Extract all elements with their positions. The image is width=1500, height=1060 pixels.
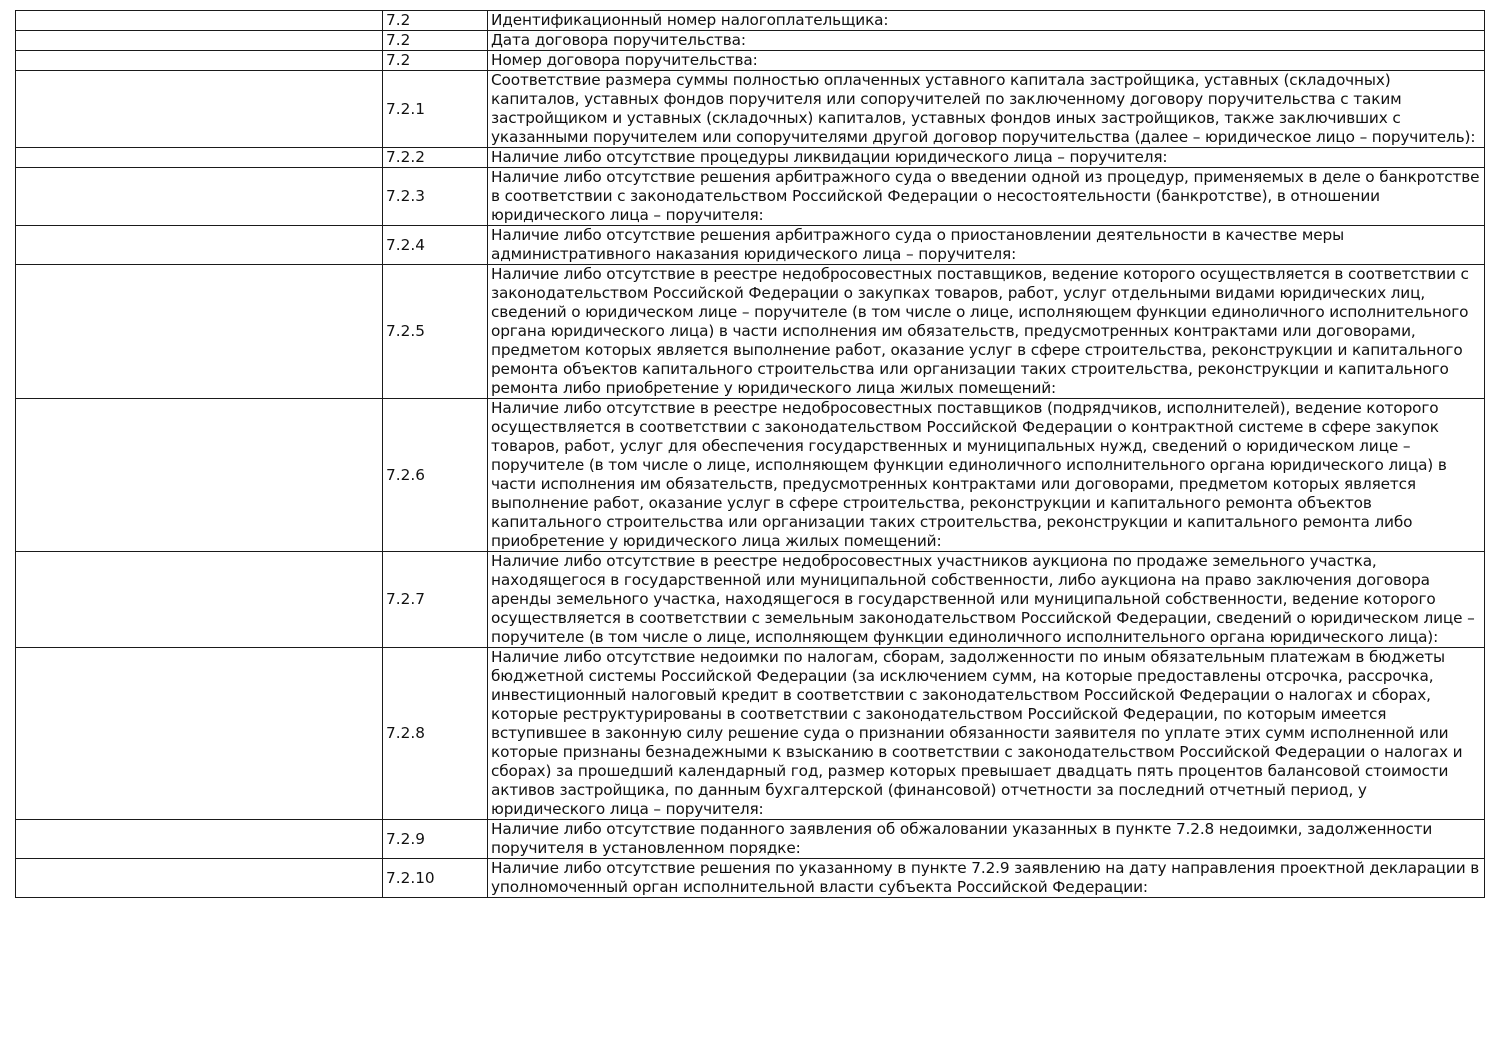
declaration-table bbox=[15, 10, 1485, 898]
item-text: Дата договора поручительства: bbox=[488, 31, 1485, 51]
item-number: 7.2.1 bbox=[383, 71, 488, 148]
table-row bbox=[16, 226, 1485, 265]
item-number: 7.2.5 bbox=[383, 265, 488, 399]
table-row bbox=[16, 552, 1485, 648]
blank-cell bbox=[16, 168, 383, 226]
blank-cell bbox=[16, 51, 383, 71]
table-row bbox=[16, 51, 1485, 71]
item-text: Наличие либо отсутствие в реестре недобросовестных поставщиков, ведение которого осуществляется в соответствии с законодательством Российской Федерации о закупках товаров, работ, услуг отдельными видами юридических лиц, сведений о юридическом лице – поручителе (в том числе о лице, исполняющем функции единоличного исполнительного органа юридического лица) в части исполнения им обязательств, предусмотренных контрактами или договорами, предметом которых является выполнение работ, оказание услуг в сфере строительства, реконструкции и капитального ремонта объектов капитального строительства или организации таких строительства, реконструкции и капитального ремонта либо приобретение у юридического лица жилых помещений: bbox=[488, 265, 1485, 399]
item-number: 7.2 bbox=[383, 11, 488, 31]
item-text: Наличие либо отсутствие в реестре недобросовестных поставщиков (подрядчиков, исполнителей), ведение которого осуществляется в соответствии с законодательством Российской Федерации о контрактной системе в сфере закупок товаров, работ, услуг для обеспечения государственных и муниципальных нужд, сведений о юридическом лице – поручителе (в том числе о лице, исполняющем функции единоличного исполнительного органа юридического лица) в части исполнения им обязательств, предусмотренных контрактами или договорами, предметом которых является выполнение работ, оказание услуг в сфере строительства, реконструкции и капитального ремонта объектов капитального строительства или организации таких строительства, реконструкции и капитального ремонта либо приобретение у юридического лица жилых помещений: bbox=[488, 399, 1485, 552]
item-number: 7.2 bbox=[383, 31, 488, 51]
blank-cell bbox=[16, 71, 383, 148]
table-row bbox=[16, 11, 1485, 31]
item-number: 7.2.4 bbox=[383, 226, 488, 265]
item-number: 7.2.10 bbox=[383, 859, 488, 898]
item-number: 7.2.2 bbox=[383, 148, 488, 168]
blank-cell bbox=[16, 648, 383, 820]
item-text: Наличие либо отсутствие в реестре недобросовестных участников аукциона по продаже земельного участка, находящегося в государственной или муниципальной собственности, либо аукциона на право заключения договора аренды земельного участка, находящегося в государственной или муниципальной собственности, ведение которого осуществляется в соответствии с земельным законодательством Российской Федерации, сведений о юридическом лице – поручителе (в том числе о лице, исполняющем функции единоличного исполнительного органа юридического лица): bbox=[488, 552, 1485, 648]
blank-cell bbox=[16, 399, 383, 552]
item-text: Наличие либо отсутствие процедуры ликвидации юридического лица – поручителя: bbox=[488, 148, 1485, 168]
item-text: Наличие либо отсутствие решения арбитражного суда о введении одной из процедур, применяемых в деле о банкротстве в соответствии с законодательством Российской Федерации о несостоятельности (банкротстве), в отношении юридического лица – поручителя: bbox=[488, 168, 1485, 226]
blank-cell bbox=[16, 226, 383, 265]
blank-cell bbox=[16, 552, 383, 648]
item-number: 7.2.7 bbox=[383, 552, 488, 648]
item-text: Наличие либо отсутствие поданного заявления об обжаловании указанных в пункте 7.2.8 недоимки, задолженности поручителя в установленном порядке: bbox=[488, 820, 1485, 859]
item-text: Идентификационный номер налогоплательщика: bbox=[488, 11, 1485, 31]
table-row bbox=[16, 31, 1485, 51]
table-row bbox=[16, 265, 1485, 399]
table-row bbox=[16, 148, 1485, 168]
blank-cell bbox=[16, 148, 383, 168]
blank-cell bbox=[16, 31, 383, 51]
item-number: 7.2.9 bbox=[383, 820, 488, 859]
table-row bbox=[16, 859, 1485, 898]
table-row bbox=[16, 820, 1485, 859]
item-text: Наличие либо отсутствие решения по указанному в пункте 7.2.9 заявлению на дату направления проектной декларации в уполномоченный орган исполнительной власти субъекта Российской Федерации: bbox=[488, 859, 1485, 898]
item-number: 7.2.8 bbox=[383, 648, 488, 820]
item-text: Соответствие размера суммы полностью оплаченных уставного капитала застройщика, уставных (складочных) капиталов, уставных фондов поручителя или сопоручителей по заключенному договору поручительства с таким застройщиком и уставных (складочных) капиталов, уставных фондов иных застройщиков, также заключивших с указанными поручителем или сопоручителями другой договор поручительства (далее – юридическое лицо – поручитель): bbox=[488, 71, 1485, 148]
table-row bbox=[16, 399, 1485, 552]
item-number: 7.2 bbox=[383, 51, 488, 71]
item-text: Наличие либо отсутствие недоимки по налогам, сборам, задолженности по иным обязательным платежам в бюджеты бюджетной системы Российской Федерации (за исключением сумм, на которые предоставлены отсрочка, рассрочка, инвестиционный налоговый кредит в соответствии с законодательством Российской Федерации о налогах и сборах, которые реструктурированы в соответствии с законодательством Российской Федерации, по которым имеется вступившее в законную силу решение суда о признании обязанности заявителя по уплате этих сумм исполненной или которые признаны безнадежными к взысканию в соответствии с законодательством Российской Федерации о налогах и сборах) за прошедший календарный год, размер которых превышает двадцать пять процентов балансовой стоимости активов застройщика, по данным бухгалтерской (финансовой) отчетности за последний отчетный период, у юридического лица – поручителя: bbox=[488, 648, 1485, 820]
blank-cell bbox=[16, 265, 383, 399]
table-row bbox=[16, 648, 1485, 820]
table-row bbox=[16, 71, 1485, 148]
blank-cell bbox=[16, 820, 383, 859]
item-number: 7.2.6 bbox=[383, 399, 488, 552]
declaration-table-body bbox=[16, 11, 1485, 898]
blank-cell bbox=[16, 859, 383, 898]
blank-cell bbox=[16, 11, 383, 31]
item-text: Наличие либо отсутствие решения арбитражного суда о приостановлении деятельности в качестве меры административного наказания юридического лица – поручителя: bbox=[488, 226, 1485, 265]
item-text: Номер договора поручительства: bbox=[488, 51, 1485, 71]
item-number: 7.2.3 bbox=[383, 168, 488, 226]
table-row bbox=[16, 168, 1485, 226]
